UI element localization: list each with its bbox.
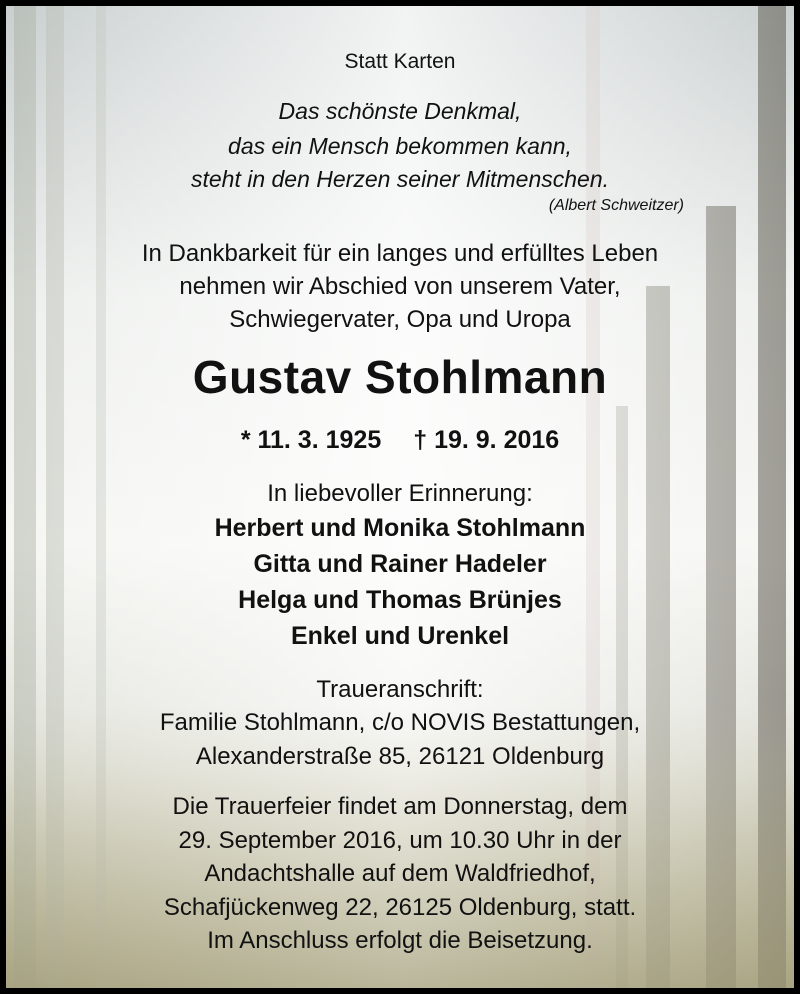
- family-line: Gitta und Rainer Hadeler: [253, 550, 547, 578]
- quote-line: Das schönste Denkmal,: [278, 98, 522, 124]
- birth-date: * 11. 3. 1925: [240, 426, 382, 454]
- family-line: Enkel und Urenkel: [290, 622, 510, 650]
- deceased-name: Gustav Stohlmann: [192, 351, 608, 403]
- address-line: Alexanderstraße 85, 26121 Oldenburg: [195, 743, 605, 770]
- family-line: Helga und Thomas Brünjes: [238, 586, 562, 614]
- quote-author: (Albert Schweitzer): [548, 197, 684, 214]
- life-dates: [6, 426, 794, 455]
- quote-line: das ein Mensch bekommen kann,: [228, 133, 572, 159]
- ceremony-line: Schafjückenweg 22, 26125 Oldenburg, statt.: [163, 894, 637, 921]
- header-text: Statt Karten: [344, 50, 456, 73]
- family-line: Herbert und Monika Stohlmann: [214, 514, 586, 542]
- death-date: † 19. 9. 2016: [413, 426, 560, 454]
- remembrance-label: In liebevoller Erinnerung:: [267, 480, 533, 507]
- intro-line: In Dankbarkeit für ein langes und erfülltes Leben: [141, 240, 659, 267]
- quote-line: steht in den Herzen seiner Mitmenschen.: [190, 166, 610, 192]
- intro-line: Schwiegervater, Opa und Uropa: [229, 306, 571, 333]
- ceremony-line: Im Anschluss erfolgt die Beisetzung.: [207, 927, 593, 954]
- address-line: Familie Stohlmann, c/o NOVIS Bestattungen,: [159, 709, 641, 736]
- ceremony-line: Die Trauerfeier findet am Donnerstag, dem: [172, 793, 628, 820]
- ceremony-line: Andachtshalle auf dem Waldfriedhof,: [204, 860, 596, 887]
- address-line: Traueranschrift:: [316, 676, 484, 703]
- intro-line: nehmen wir Abschied von unserem Vater,: [179, 273, 621, 300]
- ceremony-line: 29. September 2016, um 10.30 Uhr in der: [178, 827, 622, 854]
